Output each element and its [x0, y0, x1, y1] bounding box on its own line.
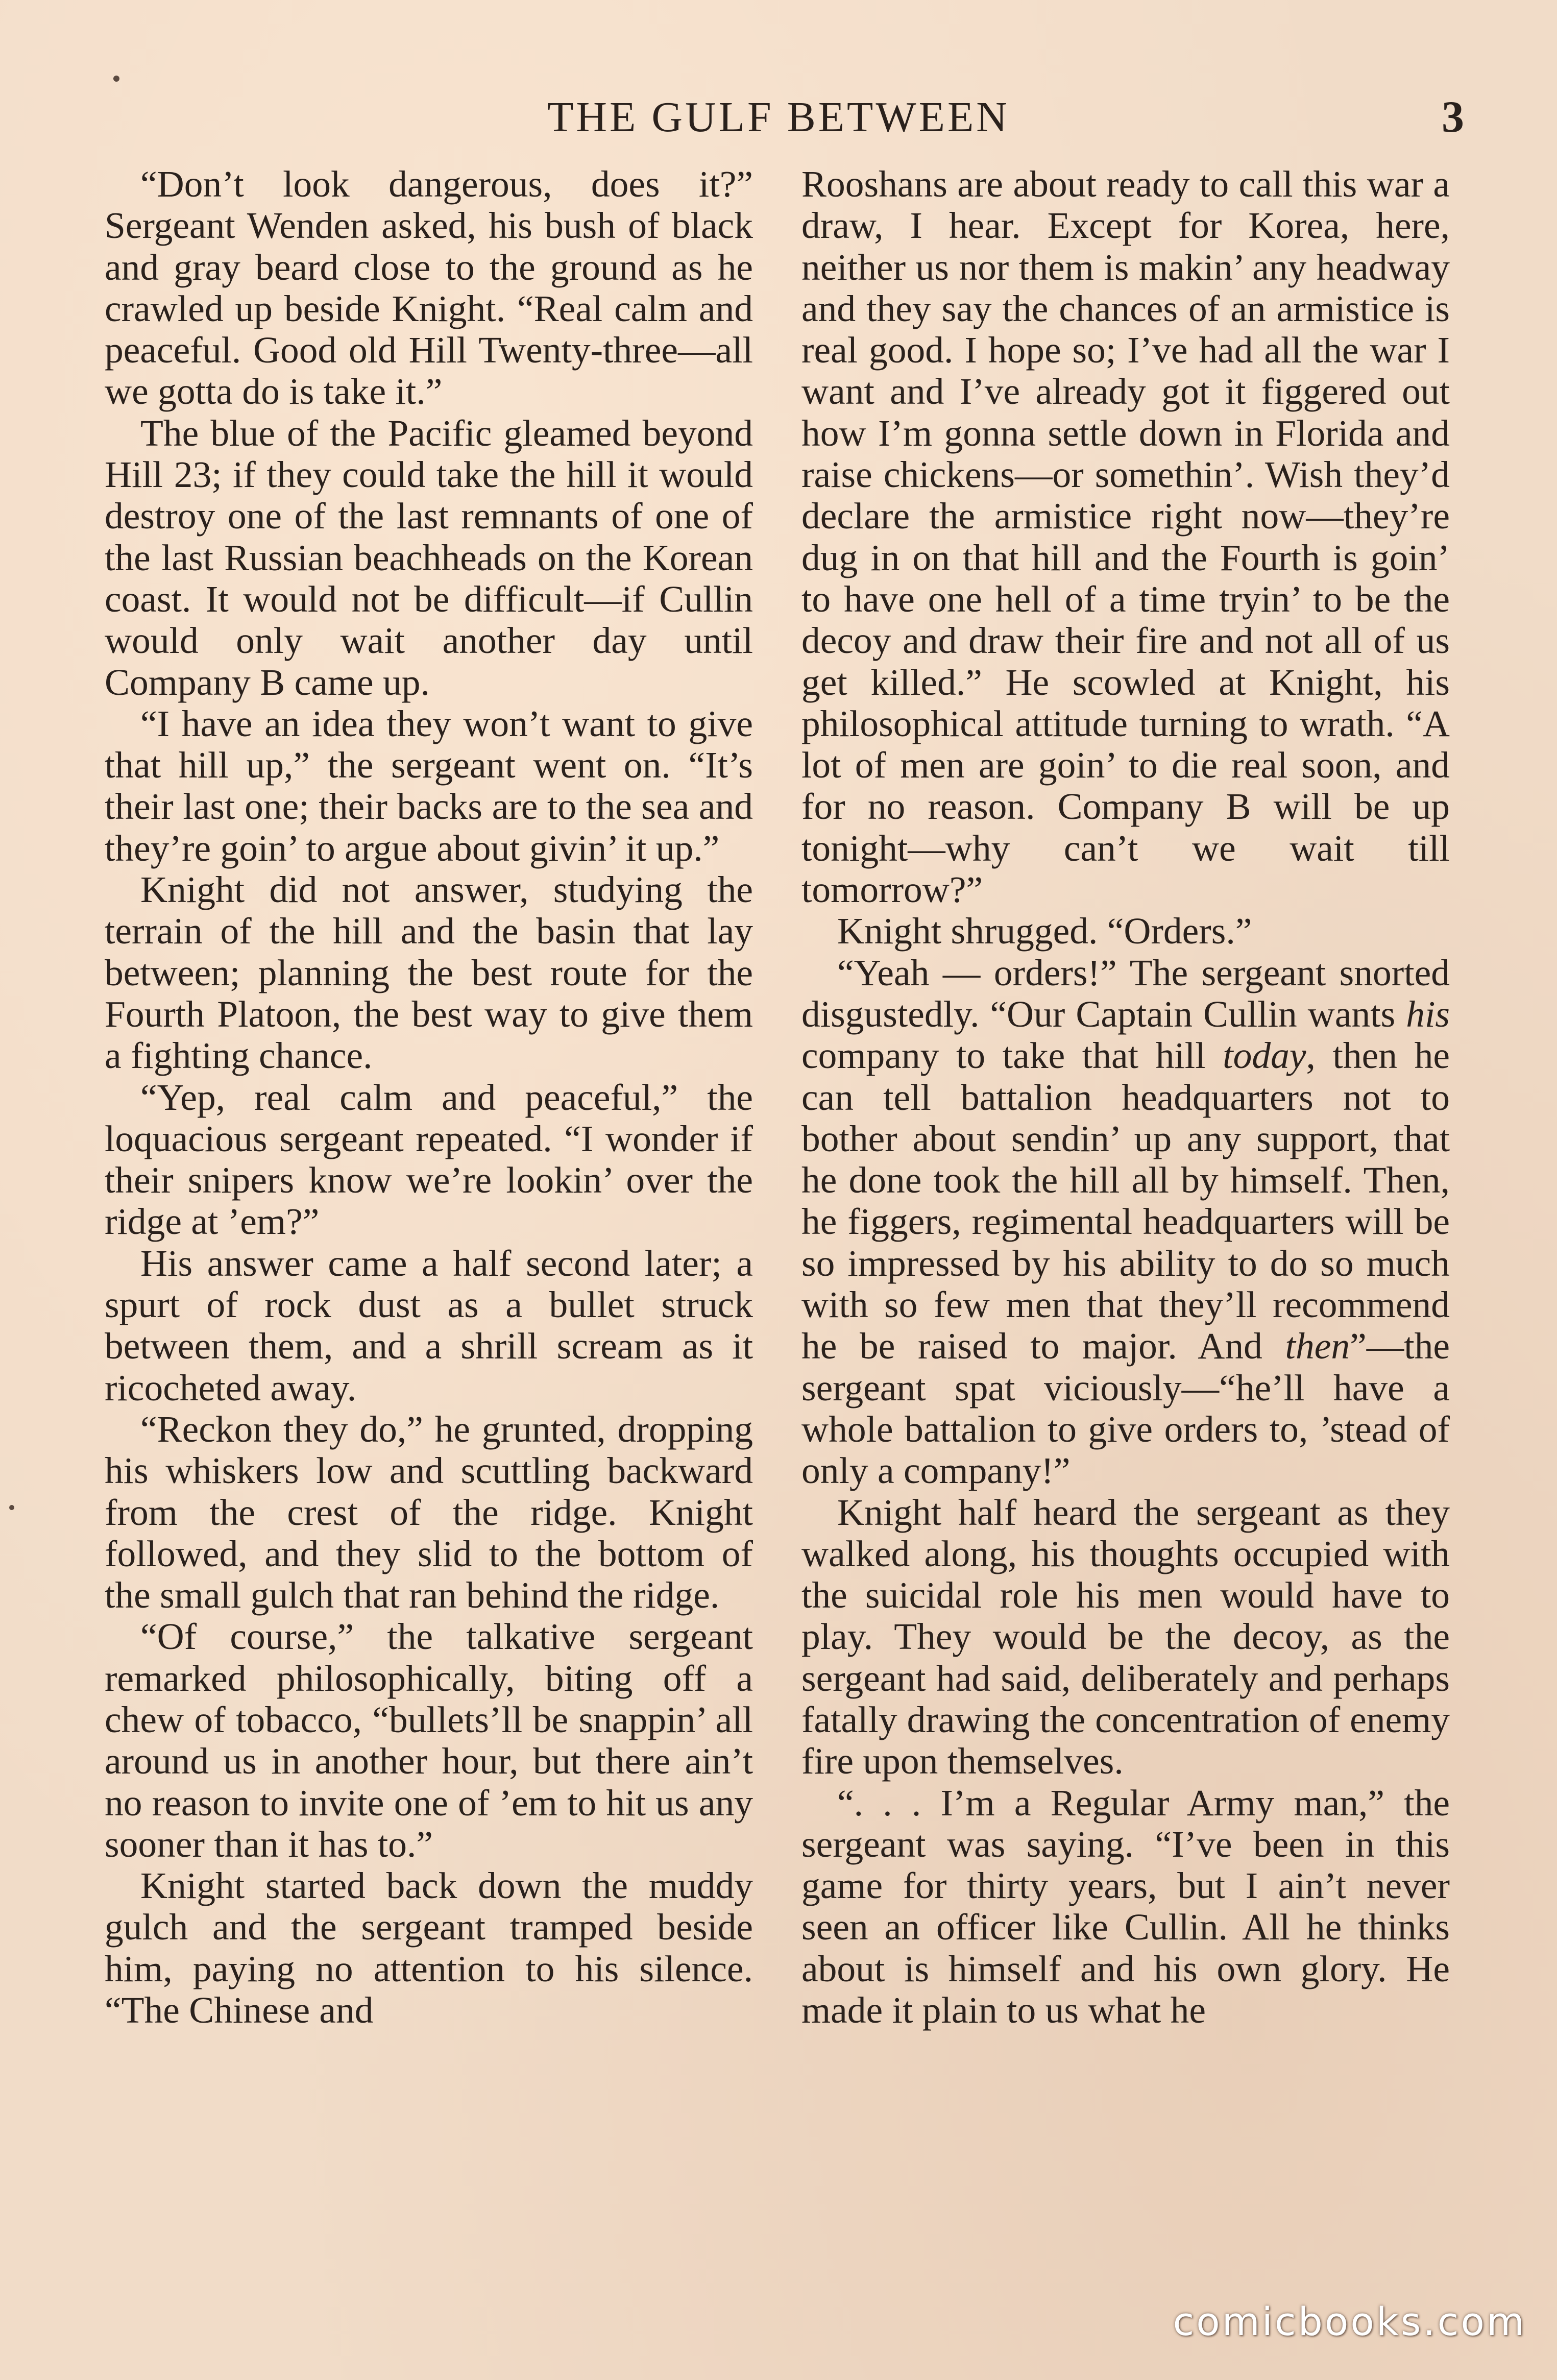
text-run: , then he can tell battalion headquarters not to bother about sendin’ up any support, that he done took the hill all by himself. Then, he figgers, regimental headquarters will be so impressed by his ability to do so much with so few men that they’ll recommend he be raised to major. And [801, 1035, 1450, 1367]
italic-word: then [1285, 1325, 1350, 1367]
text-run: company to take that hill [801, 1035, 1223, 1077]
paragraph: “Don’t look dangerous, does it?” Sergeant Wenden asked, his bush of black and gray beard close to the ground as he crawled up beside Knight. “Real calm and peaceful. Good old Hill Twenty-three—all we gotta do is take it.” [105, 163, 753, 412]
paragraph: Knight started back down the muddy gulch and the sergeant tramped beside him, paying no attention to his silence. “The Chinese and [105, 1865, 753, 2031]
paragraph: Knight half heard the sergeant as they walked along, his thoughts occupied with the suicidal role his men would have to play. They would be the decoy, as the sergeant had said, deliberately and perhaps fatally drawing the concentration of enemy fire upon themselves. [801, 1491, 1450, 1782]
paragraph: His answer came a half second later; a spurt of rock dust as a bullet struck between them, and a shrill scream as it ricocheted away. [105, 1242, 753, 1408]
running-title: THE GULF BETWEEN [547, 93, 1010, 141]
paragraph: “Of course,” the talkative sergeant remarked philosophically, biting off a chew of tobacco, “bullets’ll be snappin’ all around us in another hour, but there ain’t no reason to invite one of ’em to hit us any sooner than it has to.” [105, 1616, 753, 1865]
paragraph: “Reckon they do,” he grunted, dropping his whiskers low and scuttling backward from the crest of the ridge. Knight followed, and they slid to the bottom of the small gulch that ran behind the ridge. [105, 1408, 753, 1616]
paragraph: The blue of the Pacific gleamed beyond Hill 23; if they could take the hill it would destroy one of the last remnants of one of the last Russian beachheads on the Korean coast. It would not be difficult—if Cullin would only wait another day until Company B came up. [105, 412, 753, 703]
continued-paragraph: Rooshans are about ready to call this war a draw, I hear. Except for Korea, here, neither us nor them is makin’ any headway and they say the chances of an armistice is real good. I hope so; I’ve had all the war I want and I’ve already got it figgered out how I’m gonna settle down in Florida and raise chickens—or somethin’. Wish they’d declare the armistice right now—they’re dug in on that hill and the Fourth is goin’ to have one hell of a time tryin’ to be the decoy and draw their fire and not all of us get killed.” He scowled at Knight, his philosophical attitude turning to wrath. “A lot of men are goin’ to die real soon, and for no reason. Company B will be up tonight—why can’t we wait till tomorrow?” [801, 163, 1450, 911]
italic-word: his [1406, 993, 1450, 1035]
paragraph: “I have an idea they won’t want to give that hill up,” the sergeant went on. “It’s their last one; their backs are to the sea and they’re goin’ to argue about givin’ it up.” [105, 702, 753, 869]
page-header [0, 87, 1557, 148]
paragraph: Knight shrugged. “Orders.” [837, 910, 1252, 952]
text-run: ”—the sergeant spat viciously—“he’ll have a whole battalion to give orders to, ’stead of only a company!” [801, 1325, 1450, 1492]
paragraph: “. . . I’m a Regular Army man,” the sergeant was saying. “I’ve been in this game for thirty years, but I ain’t never seen an officer like Cullin. All he thinks about is himself and his own glory. He made it plain to us what he [801, 1782, 1450, 2031]
watermark: comicbooks.com [1173, 2299, 1526, 2344]
text-run: “Yeah — orders!” The sergeant snorted disgustedly. “Our Captain Cullin wants [801, 952, 1450, 1035]
paragraph [801, 952, 1450, 1492]
italic-word: today [1223, 1035, 1306, 1077]
page-number: 3 [1442, 92, 1464, 142]
print-speck [9, 1505, 14, 1510]
left-column [105, 163, 753, 2031]
paragraph: “Yep, real calm and peaceful,” the loquacious sergeant repeated. “I wonder if their snipers know we’re lookin’ over the ridge at ’em?” [105, 1076, 753, 1243]
print-speck [113, 76, 119, 82]
paragraph: Knight did not answer, studying the terrain of the hill and the basin that lay between; planning the best route for the Fourth Platoon, the best way to give them a fighting chance. [105, 869, 753, 1077]
right-column [801, 163, 1450, 2031]
